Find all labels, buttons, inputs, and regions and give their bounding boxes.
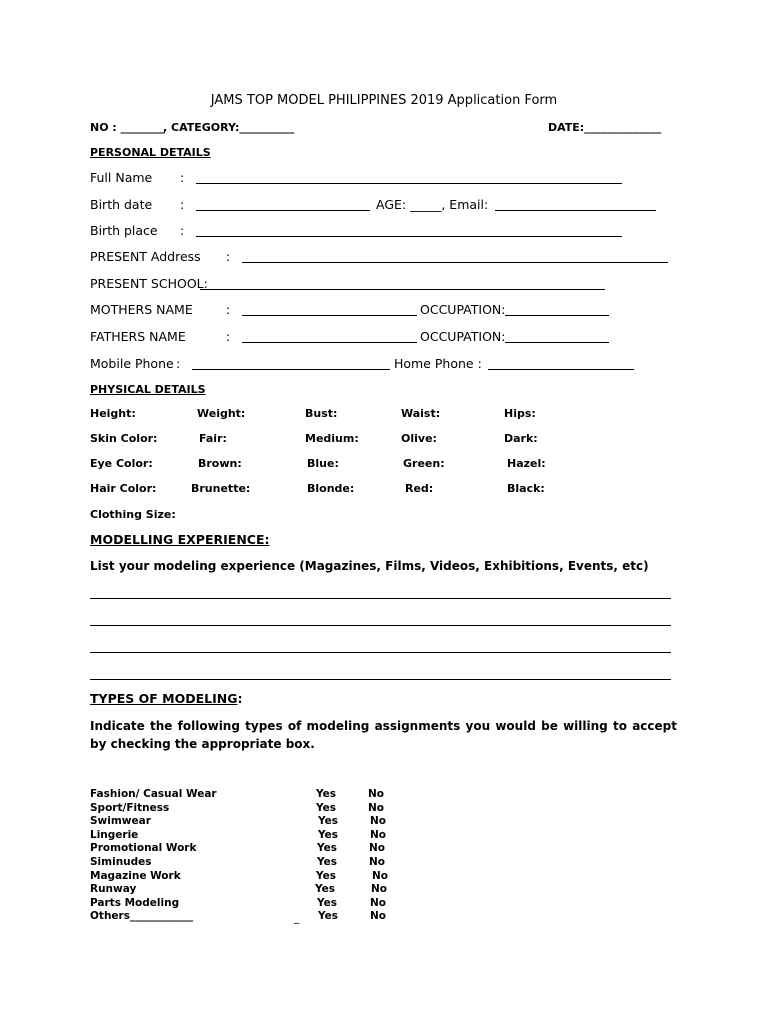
experience-line-1[interactable]	[90, 598, 671, 599]
modeling-type-label: Runway	[90, 883, 137, 896]
hair-blonde-label: Blonde:	[307, 482, 355, 495]
yes-option[interactable]: Yes	[316, 869, 337, 882]
experience-line-4[interactable]	[90, 679, 671, 680]
skin-fair-label: Fair:	[199, 432, 227, 445]
no-option[interactable]: No	[370, 828, 387, 841]
modeling-type-label: Swimwear	[90, 815, 151, 828]
no-option[interactable]: No	[368, 801, 385, 814]
personal-details-heading: PERSONAL DETAILS	[90, 146, 211, 159]
experience-line-3[interactable]	[90, 652, 671, 653]
fathers-occupation-line[interactable]	[505, 342, 609, 343]
skin-dark-label: Dark:	[504, 432, 538, 445]
modeling-type-label: Promotional Work	[90, 842, 197, 855]
eye-green-label: Green:	[403, 457, 445, 470]
types-heading-wrap	[90, 693, 242, 706]
fathers-name-label: FATHERS NAME	[90, 329, 186, 344]
modeling-type-label: Lingerie	[90, 828, 139, 841]
eye-brown-label: Brown:	[198, 457, 242, 470]
yes-option[interactable]: Yes	[317, 842, 338, 855]
hips-label: Hips:	[504, 407, 536, 420]
yes-option[interactable]: Yes	[317, 896, 338, 909]
types-heading-colon: :	[237, 691, 243, 706]
types-instruction: Indicate the following types of modeling assignments you would be willing to accept by checking the appropriate box.	[90, 719, 677, 751]
present-address-line[interactable]	[242, 262, 668, 263]
hair-red-label: Red:	[405, 482, 434, 495]
birth-place-line[interactable]	[196, 236, 622, 237]
eye-color-label: Eye Color:	[90, 457, 153, 470]
full-name-colon: :	[180, 170, 185, 185]
fathers-name-colon: :	[226, 329, 231, 344]
yes-option[interactable]: Yes	[318, 815, 339, 828]
present-school-line[interactable]	[200, 289, 605, 290]
yes-option[interactable]: Yes	[315, 883, 336, 896]
types-of-modeling-heading: TYPES OF MODELING	[90, 691, 238, 706]
no-option[interactable]: No	[370, 815, 387, 828]
form-title: JAMS TOP MODEL PHILIPPINES 2019 Application Form	[210, 93, 558, 108]
yes-option[interactable]: Yes	[316, 788, 337, 800]
experience-prompt: List your modeling experience (Magazines, Films, Videos, Exhibitions, Events, etc)	[90, 559, 649, 573]
category-field-label: , CATEGORY:__________	[163, 121, 295, 134]
birth-place-colon: :	[180, 223, 185, 238]
date-field-label: DATE:______________	[548, 121, 662, 134]
birth-date-colon: :	[180, 197, 185, 212]
yes-option[interactable]: Yes	[316, 801, 337, 814]
bust-label: Bust:	[305, 407, 338, 420]
modeling-type-label: Fashion/ Casual Wear	[90, 788, 217, 800]
no-option[interactable]: No	[368, 788, 385, 800]
birth-place-label: Birth place	[90, 223, 158, 238]
full-name-label: Full Name	[90, 170, 153, 185]
no-option[interactable]: No	[371, 883, 388, 896]
fathers-occupation-label: OCCUPATION:	[420, 329, 506, 344]
no-option[interactable]: No	[370, 896, 387, 909]
mobile-phone-line[interactable]	[192, 369, 390, 370]
birth-date-line[interactable]	[196, 210, 370, 211]
mothers-name-colon: :	[226, 302, 231, 317]
modeling-type-label: Others____________	[90, 910, 193, 923]
number-field-label: NO : ________	[90, 121, 165, 134]
present-address-colon: :	[226, 249, 231, 264]
fathers-name-line[interactable]	[242, 342, 417, 343]
hair-color-label: Hair Color:	[90, 482, 157, 495]
modelling-experience-heading: MODELLING EXPERIENCE:	[90, 532, 270, 547]
no-option[interactable]: No	[372, 869, 389, 882]
email-line[interactable]	[495, 210, 656, 211]
present-address-label: PRESENT Address	[90, 249, 201, 264]
weight-label: Weight:	[197, 407, 246, 420]
birth-date-label: Birth date	[90, 197, 153, 212]
yes-option[interactable]: Yes	[318, 828, 339, 841]
yes-option[interactable]: Yes	[317, 856, 338, 868]
experience-line-2[interactable]	[90, 625, 671, 626]
skin-medium-label: Medium:	[305, 432, 359, 445]
age-email-label: AGE: _____, Email:	[376, 197, 489, 212]
modeling-type-label: Sport/Fitness	[90, 801, 170, 814]
mobile-phone-label: Mobile Phone	[90, 356, 174, 371]
stray-mark: _	[294, 912, 300, 924]
modeling-type-label: Siminudes	[90, 856, 152, 868]
eye-hazel-label: Hazel:	[507, 457, 546, 470]
full-name-line[interactable]	[196, 183, 622, 184]
mothers-occupation-line[interactable]	[505, 315, 609, 316]
mothers-occupation-label: OCCUPATION:	[420, 302, 506, 317]
eye-blue-label: Blue:	[307, 457, 339, 470]
present-school-label: PRESENT SCHOOL:	[90, 276, 208, 291]
clothing-size-label: Clothing Size:	[90, 508, 176, 521]
physical-details-heading: PHYSICAL DETAILS	[90, 383, 206, 396]
hair-brunette-label: Brunette:	[191, 482, 251, 495]
no-option[interactable]: No	[370, 910, 387, 923]
home-phone-line[interactable]	[488, 369, 634, 370]
home-phone-label: Home Phone :	[394, 356, 482, 371]
height-label: Height:	[90, 407, 136, 420]
skin-olive-label: Olive:	[401, 432, 437, 445]
mothers-name-label: MOTHERS NAME	[90, 302, 193, 317]
waist-label: Waist:	[401, 407, 441, 420]
modeling-type-label: Parts Modeling	[90, 896, 180, 909]
mothers-name-line[interactable]	[242, 315, 417, 316]
no-option[interactable]: No	[369, 842, 386, 855]
yes-option[interactable]: Yes	[318, 910, 339, 923]
skin-color-label: Skin Color:	[90, 432, 158, 445]
hair-black-label: Black:	[507, 482, 545, 495]
mobile-phone-colon: :	[176, 356, 181, 371]
modeling-type-label: Magazine Work	[90, 869, 181, 882]
no-option[interactable]: No	[369, 856, 386, 868]
